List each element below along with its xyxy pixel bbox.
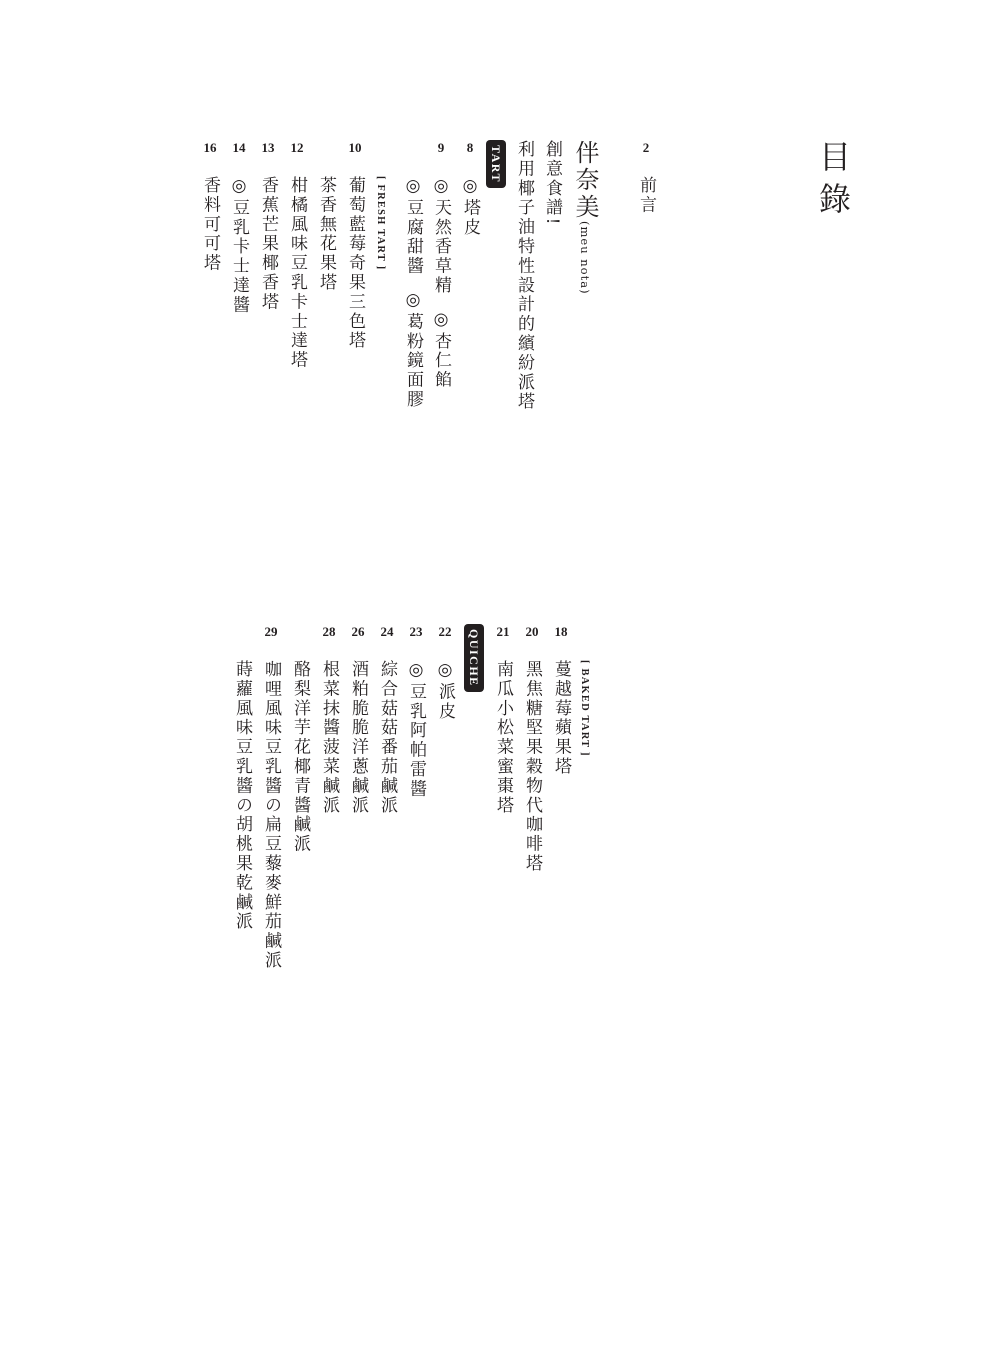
toc-page: 目錄 2 前言 伴奈美(meu nota) 創意食譜! 利用椰子油特性設計的繽紛派塔 TART 8 ◎塔皮 9 ◎天然香草精◎杏仁餡 ◎豆腐甜醬◎葛粉鏡面膠 [ FRESH TART ] 10 葡萄藍莓奇果三色塔 茶香無花果塔 12 柑橘風味豆乳卡士達塔 13 香蕉芒果椰香塔 14 ◎豆乳卡士達醬 16 香料可可塔 [ BAKED TART ] 18 蔓越莓蘋果塔 20 黑焦糖堅果穀物代咖啡塔 21 南瓜小松菜蜜棗塔 QUICHE 22 ◎派皮 23 ◎豆乳阿帕雷醬 24 綜合菇菇番茄鹹派 26 酒粕脆脆洋蔥鹹派 28 根菜抹醬菠菜鹹派 酪梨洋芋花椰青醬鹹派 29 咖哩風味豆乳醬の扁豆藜麥鮮茄鹹派 蒔蘿風味豆乳醬の胡桃果乾鹹派 (0, 0, 1000, 1369)
entry-title: 茶香無花果塔 (316, 176, 336, 293)
page-number: 10 (348, 140, 362, 155)
entry-title: ◎豆乳卡士達醬 (229, 176, 249, 315)
entry-title: 蔓越莓蘋果塔 (551, 660, 571, 777)
entry-title: 綜合菇菇番茄鹹派 (377, 660, 397, 816)
entry-title: ◎杏仁餡 (431, 309, 451, 391)
page-number: 26 (351, 624, 365, 639)
author-subtitle: (meu nota) (578, 221, 592, 295)
page-number: 22 (438, 624, 452, 639)
page-number: 8 (466, 140, 474, 155)
page-number: 29 (264, 624, 278, 639)
entry-title: ◎派皮 (435, 660, 455, 722)
page-number: 13 (261, 140, 275, 155)
page-number: 23 (409, 624, 423, 639)
entry-title: ◎塔皮 (460, 176, 480, 238)
entry-title: 黑焦糖堅果穀物代咖啡塔 (522, 660, 542, 874)
entry-title: ◎天然香草精 (431, 176, 451, 296)
page-number: 16 (203, 140, 217, 155)
entry-title: 香料可可塔 (200, 176, 220, 273)
entry-title: 柑橘風味豆乳卡士達塔 (287, 176, 307, 370)
page-number: 2 (642, 140, 650, 155)
page-number: 21 (496, 624, 510, 639)
entry-title: 葡萄藍莓奇果三色塔 (345, 176, 365, 351)
entry-title: 酪梨洋芋花椰青醬鹹派 (290, 660, 310, 854)
author-name: 伴奈美 (571, 140, 599, 221)
entry-title: 根菜抹醬菠菜鹹派 (319, 660, 339, 816)
entry-title: ◎葛粉鏡面膠 (403, 290, 423, 410)
page-number: 24 (380, 624, 394, 639)
entry-title: 蒔蘿風味豆乳醬の胡桃果乾鹹派 (232, 660, 252, 932)
entry-title: 香蕉芒果椰香塔 (258, 176, 278, 312)
page-number: 18 (554, 624, 568, 639)
page-number: 28 (322, 624, 336, 639)
page-number: 20 (525, 624, 539, 639)
entry-title: 酒粕脆脆洋蔥鹹派 (348, 660, 368, 816)
page-number: 9 (437, 140, 445, 155)
page-number: 12 (290, 140, 304, 155)
page-title: 目錄 (814, 140, 852, 224)
page-number: 14 (232, 140, 246, 155)
entry-title: ◎豆腐甜醬 (403, 176, 423, 276)
entry-title: 咖哩風味豆乳醬の扁豆藜麥鮮茄鹹派 (261, 660, 281, 971)
entry-title: 前言 (636, 176, 656, 215)
entry-title: ◎豆乳阿帕雷醬 (406, 660, 426, 799)
entry-title: 南瓜小松菜蜜棗塔 (493, 660, 513, 816)
